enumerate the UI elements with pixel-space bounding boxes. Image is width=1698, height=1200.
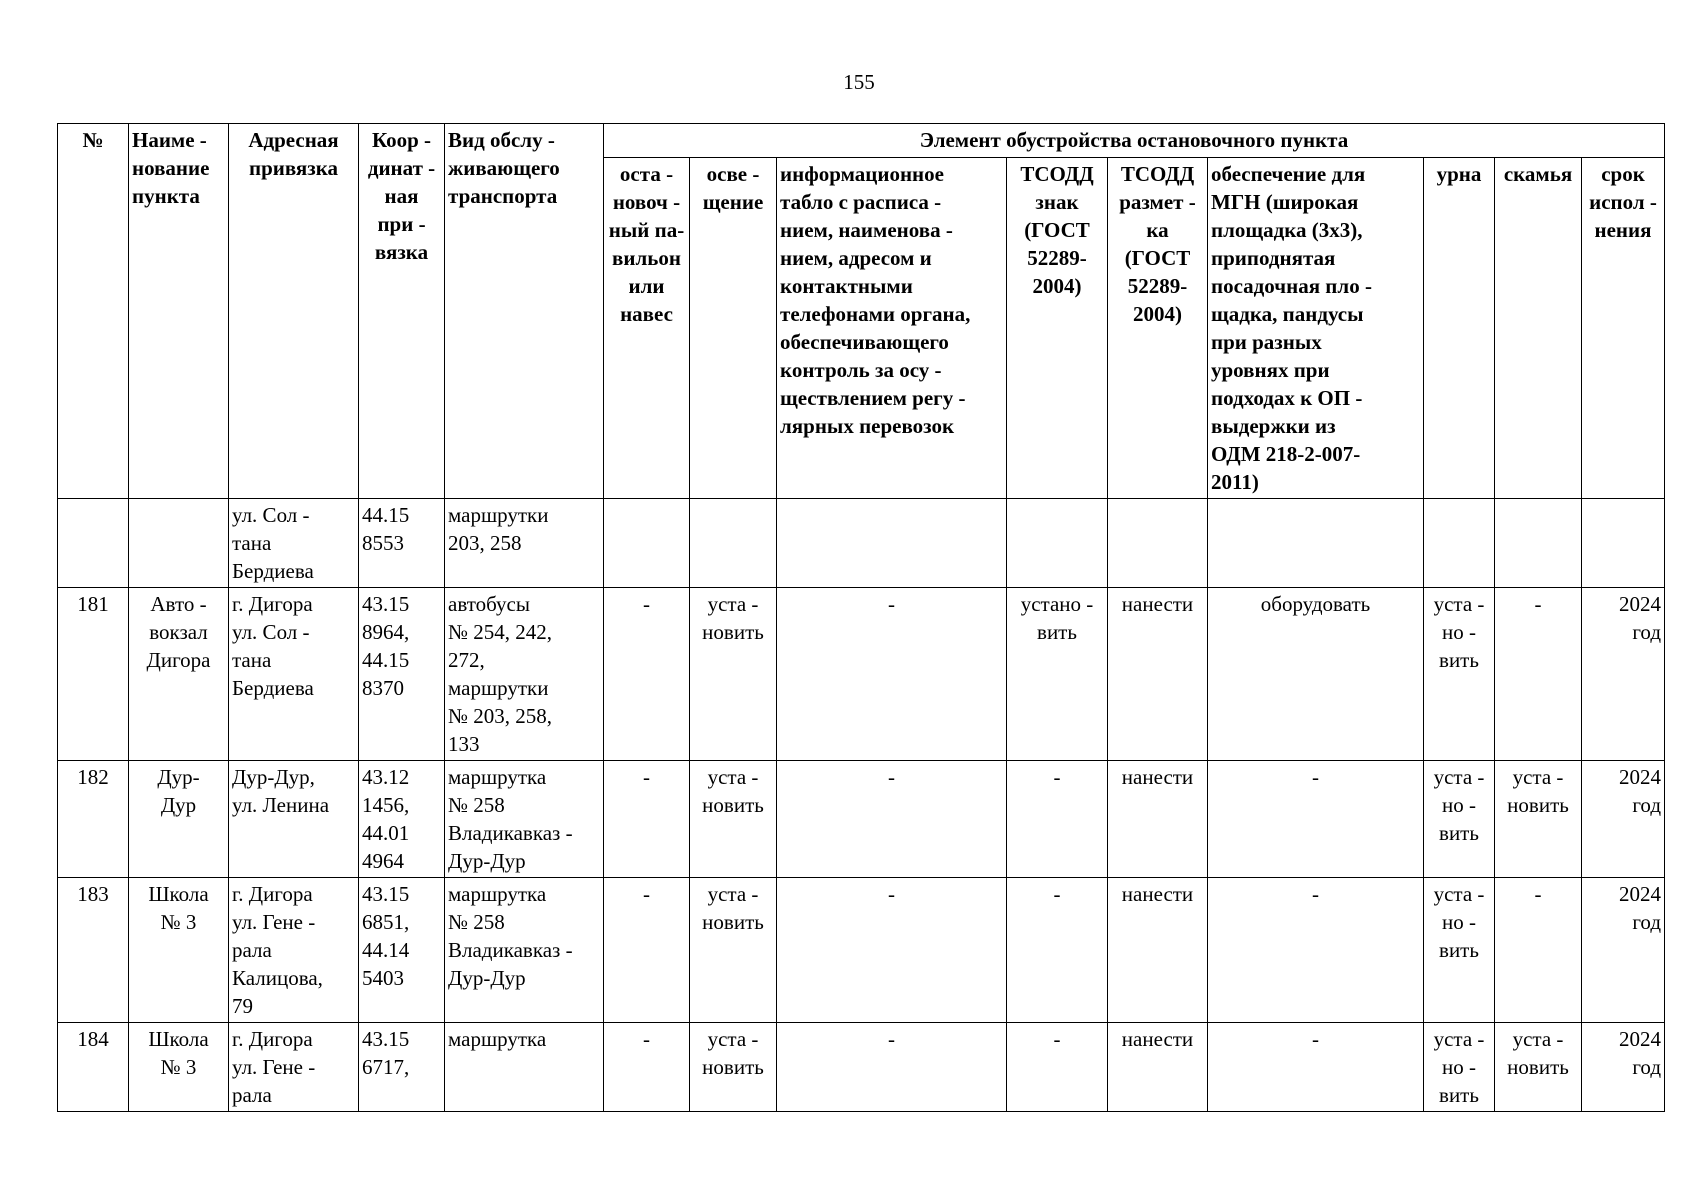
cell-marking: нанести — [1108, 1023, 1208, 1112]
cell-pavilion — [604, 499, 690, 588]
cell-deadline: 2024 год — [1582, 878, 1665, 1023]
cell-deadline: 2024 год — [1582, 1023, 1665, 1112]
cell-name: Авто - вокзал Дигора — [129, 588, 229, 761]
cell-lighting: уста - новить — [690, 588, 777, 761]
cell-pavilion: - — [604, 588, 690, 761]
cell-name: Школа № 3 — [129, 878, 229, 1023]
header-lighting: осве - щение — [690, 158, 777, 499]
cell-urn: уста - но - вить — [1424, 1023, 1495, 1112]
header-marking: ТСОДД размет - ка (ГОСТ 52289- 2004) — [1108, 158, 1208, 499]
cell-marking — [1108, 499, 1208, 588]
cell-marking: нанести — [1108, 588, 1208, 761]
cell-num: 182 — [58, 761, 129, 878]
cell-address: г. Дигора ул. Сол - тана Бердиева — [229, 588, 359, 761]
cell-mgn: - — [1208, 761, 1424, 878]
cell-address: ул. Сол - тана Бердиева — [229, 499, 359, 588]
header-transport: Вид обслу - живающего транспорта — [445, 124, 604, 499]
header-coords: Коор - динат - ная при - вязка — [359, 124, 445, 499]
cell-deadline — [1582, 499, 1665, 588]
cell-sign: - — [1007, 761, 1108, 878]
table-row — [58, 499, 1665, 588]
header-row-1 — [58, 124, 1665, 158]
cell-transport: маршрутка № 258 Владикавказ - Дур-Дур — [445, 761, 604, 878]
cell-pavilion: - — [604, 1023, 690, 1112]
cell-mgn: - — [1208, 1023, 1424, 1112]
cell-deadline: 2024 год — [1582, 588, 1665, 761]
cell-bench: уста - новить — [1495, 1023, 1582, 1112]
cell-num: 184 — [58, 1023, 129, 1112]
cell-name — [129, 499, 229, 588]
table-row — [58, 878, 1665, 1023]
cell-transport: маршрутки 203, 258 — [445, 499, 604, 588]
cell-info-board: - — [777, 761, 1007, 878]
cell-sign: - — [1007, 878, 1108, 1023]
header-address: Адресная привязка — [229, 124, 359, 499]
cell-name: Дур- Дур — [129, 761, 229, 878]
cell-urn: уста - но - вить — [1424, 878, 1495, 1023]
cell-coords: 43.12 1456, 44.01 4964 — [359, 761, 445, 878]
header-element-group: Элемент обустройства остановочного пункта — [604, 124, 1665, 158]
header-deadline: срок испол - нения — [1582, 158, 1665, 499]
cell-coords: 44.15 8553 — [359, 499, 445, 588]
cell-mgn — [1208, 499, 1424, 588]
cell-lighting — [690, 499, 777, 588]
cell-bench: - — [1495, 878, 1582, 1023]
cell-coords: 43.15 6717, — [359, 1023, 445, 1112]
cell-marking: нанести — [1108, 761, 1208, 878]
header-pavilion: оста - новоч - ный па- вильон или навес — [604, 158, 690, 499]
cell-num: 183 — [58, 878, 129, 1023]
cell-sign — [1007, 499, 1108, 588]
cell-transport: автобусы № 254, 242, 272, маршрутки № 203, 258, 133 — [445, 588, 604, 761]
cell-mgn: оборудовать — [1208, 588, 1424, 761]
cell-address: г. Дигора ул. Гене - рала Калицова, 79 — [229, 878, 359, 1023]
cell-pavilion: - — [604, 761, 690, 878]
bus-stop-table — [57, 123, 1665, 1112]
cell-name: Школа № 3 — [129, 1023, 229, 1112]
cell-transport: маршрутка — [445, 1023, 604, 1112]
cell-info-board: - — [777, 1023, 1007, 1112]
cell-urn: уста - но - вить — [1424, 588, 1495, 761]
cell-mgn: - — [1208, 878, 1424, 1023]
cell-pavilion: - — [604, 878, 690, 1023]
cell-lighting: уста - новить — [690, 761, 777, 878]
cell-lighting: уста - новить — [690, 1023, 777, 1112]
table-row — [58, 1023, 1665, 1112]
header-info-board: информационное табло с расписа - нием, наименова - нием, адресом и контактными телефонами органа, обеспечивающего контроль за осу - ществлением регу - лярных перевозок — [777, 158, 1007, 499]
header-num: № — [58, 124, 129, 499]
cell-bench: уста - новить — [1495, 761, 1582, 878]
cell-num: 181 — [58, 588, 129, 761]
cell-urn — [1424, 499, 1495, 588]
header-name: Наиме - нование пункта — [129, 124, 229, 499]
cell-num — [58, 499, 129, 588]
cell-urn: уста - но - вить — [1424, 761, 1495, 878]
table-row — [58, 761, 1665, 878]
header-sign: ТСОДД знак (ГОСТ 52289- 2004) — [1007, 158, 1108, 499]
cell-info-board: - — [777, 588, 1007, 761]
header-urn: урна — [1424, 158, 1495, 499]
page-number: 155 — [843, 70, 875, 94]
cell-deadline: 2024 год — [1582, 761, 1665, 878]
cell-marking: нанести — [1108, 878, 1208, 1023]
table-row — [58, 588, 1665, 761]
cell-transport: маршрутка № 258 Владикавказ - Дур-Дур — [445, 878, 604, 1023]
cell-lighting: уста - новить — [690, 878, 777, 1023]
table-body — [58, 124, 1665, 1112]
cell-sign: устано - вить — [1007, 588, 1108, 761]
cell-bench — [1495, 499, 1582, 588]
cell-sign: - — [1007, 1023, 1108, 1112]
cell-bench: - — [1495, 588, 1582, 761]
cell-info-board: - — [777, 878, 1007, 1023]
cell-address: г. Дигора ул. Гене - рала — [229, 1023, 359, 1112]
header-mgn: обеспечение для МГН (широкая площадка (3х3), приподнятая посадочная пло - щадка, пандусы при разных уровнях при подходах к ОП - выдержки из ОДМ 218-2-007- 2011) — [1208, 158, 1424, 499]
cell-info-board — [777, 499, 1007, 588]
cell-coords: 43.15 8964, 44.15 8370 — [359, 588, 445, 761]
cell-address: Дур-Дур, ул. Ленина — [229, 761, 359, 878]
cell-coords: 43.15 6851, 44.14 5403 — [359, 878, 445, 1023]
header-bench: скамья — [1495, 158, 1582, 499]
